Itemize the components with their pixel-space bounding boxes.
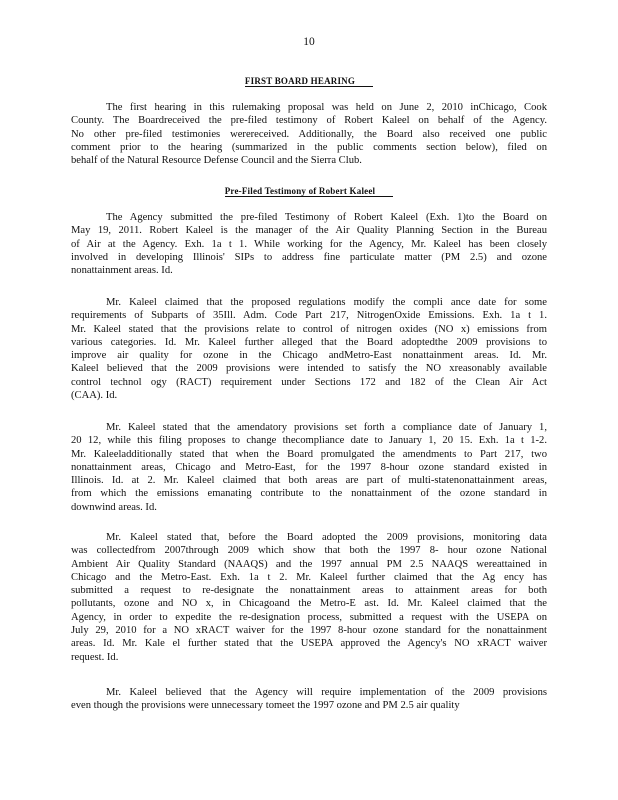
paragraph-line: requirements of Subparts of 35Ill. Adm. Code Part 217, NitrogenOxide Emissions. Exh. 1a t 1. xyxy=(71,310,547,322)
paragraph-line: submitted a request to re-designate the nonattainment areas to attainment areas for both xyxy=(71,585,547,597)
paragraph-line: Chicago and the Metro-East. Exh. 1a t 2. Mr. Kaleel further claimed that the Ag ency has xyxy=(71,571,547,583)
paragraph-line: The Agency submitted the pre-filed Testimony of Robert Kaleel (Exh. 1)to the Board on xyxy=(106,212,547,223)
paragraph-line: areas. Id. Mr. Kale el further stated that the USEPA approved the Agency's NO xRACT waiver xyxy=(71,638,547,650)
paragraph-line: was collectedfrom 2007through 2009 which show that both the 1997 8- hour ozone National xyxy=(71,545,547,557)
paragraph-line: pollutants, ozone and NO x, in Chicagoand the Metro-E ast. Id. Mr. Kaleel claimed that the xyxy=(71,598,547,610)
paragraph-1 xyxy=(71,101,547,167)
paragraph-line: Agency, in order to expedite the re-designation process, submitted a request with the USEPA on xyxy=(71,611,547,623)
paragraph-line: nonattainment areas, Chicago and Metro-East, for the 1997 8-hour ozone standard existed in xyxy=(71,461,547,473)
page-number: 10 xyxy=(303,36,315,48)
section-heading xyxy=(0,76,618,86)
paragraph-line: downwind areas. Id. xyxy=(71,501,157,513)
subsection-heading-text: Pre-Filed Testimony of Robert Kaleel xyxy=(225,186,394,197)
paragraph-line: comment prior to the hearing (summarized in the public comments section below), filed on xyxy=(71,141,547,153)
paragraph-line: control technol ogy (RACT) requirement under Sections 172 and 182 of the Clean Air Act xyxy=(71,376,547,388)
section-heading-text: FIRST BOARD HEARING xyxy=(245,76,373,87)
paragraph-line: Mr. Kaleel stated that, before the Board adopted the 2009 provisions, monitoring data xyxy=(106,532,547,543)
paragraph-line: Mr. Kaleel believed that the Agency will require implementation of the 2009 provisions xyxy=(106,687,547,698)
paragraph-line: 20 12, while this filing proposes to change thecompliance date to January 1, 20 15. Exh. 1a t 1-2. xyxy=(71,435,547,447)
paragraph-line: involved in developing Illinois' SIPs to address fine particulate matter (PM 2.5) and ozone xyxy=(71,251,547,263)
subsection-heading xyxy=(0,186,618,196)
paragraph-line: behalf of the Natural Resource Defense Council and the Sierra Club. xyxy=(71,155,362,167)
paragraph-line: (CAA). Id. xyxy=(71,390,118,402)
paragraph-line: Illinois. Id. at 2. Mr. Kaleel claimed that both areas are part of multi-statenonattainment areas, xyxy=(71,475,547,487)
paragraph-line: County. The Boardreceived the pre-filed testimony of Robert Kaleel on behalf of the Agency. xyxy=(71,115,547,127)
paragraph-line: even though the provisions were unnecessary tomeet the 1997 ozone and PM 2.5 air quality xyxy=(71,700,460,712)
paragraph-line: various categories. Id. Mr. Kaleel further alleged that the Board adoptedthe 2009 provisions to xyxy=(71,336,547,348)
paragraph-line: Mr. Kaleeladditionally stated that when the Board promulgated the amendments to Part 217, two xyxy=(71,448,547,460)
paragraph-2 xyxy=(71,211,547,277)
paragraph-line: request. Id. xyxy=(71,651,119,663)
paragraph-3 xyxy=(71,296,547,402)
paragraph-4 xyxy=(71,421,547,514)
paragraph-6 xyxy=(71,686,547,713)
paragraph-line: Mr. Kaleel claimed that the proposed regulations modify the compli ance date for some xyxy=(106,297,547,308)
paragraph-line: Ambient Air Quality Standard (NAAQS) and the 1997 annual PM 2.5 NAAQS wereattained in xyxy=(71,558,547,570)
paragraph-line: July 29, 2010 for a NO xRACT waiver for the 1997 8-hour ozone standard for the nonattainment xyxy=(71,625,547,637)
paragraph-line: No other pre-filed testimonies werereceived. Additionally, the Board also received one public xyxy=(71,128,547,140)
paragraph-line: of Air at the Agency. Exh. 1a t 1. While working for the Agency, Mr. Kaleel has been closely xyxy=(71,238,547,250)
paragraph-line: The first hearing in this rulemaking proposal was held on June 2, 2010 inChicago, Cook xyxy=(106,102,547,113)
paragraph-line: May 19, 2011. Robert Kaleel is the manager of the Air Quality Planning Section in the Bureau xyxy=(71,225,547,237)
paragraph-line: improve air quality for ozone in the Chicago andMetro-East nonattainment areas. Id. Mr. xyxy=(71,350,547,362)
paragraph-5 xyxy=(71,531,547,664)
paragraph-line: nonattainment areas. Id. xyxy=(71,265,173,277)
paragraph-line: from which the emissions emanating contribute to the nonattainment of the ozone standard in xyxy=(71,488,547,500)
paragraph-line: Mr. Kaleel stated that the amendatory provisions set forth a compliance date of January 1, xyxy=(106,422,547,433)
paragraph-line: Kaleel believed that the 2009 provisions were intended to satisfy the NO xreasonably available xyxy=(71,363,547,375)
paragraph-line: Mr. Kaleel stated that the provisions relate to control of nitrogen oxides (NO x) emissions from xyxy=(71,323,547,335)
